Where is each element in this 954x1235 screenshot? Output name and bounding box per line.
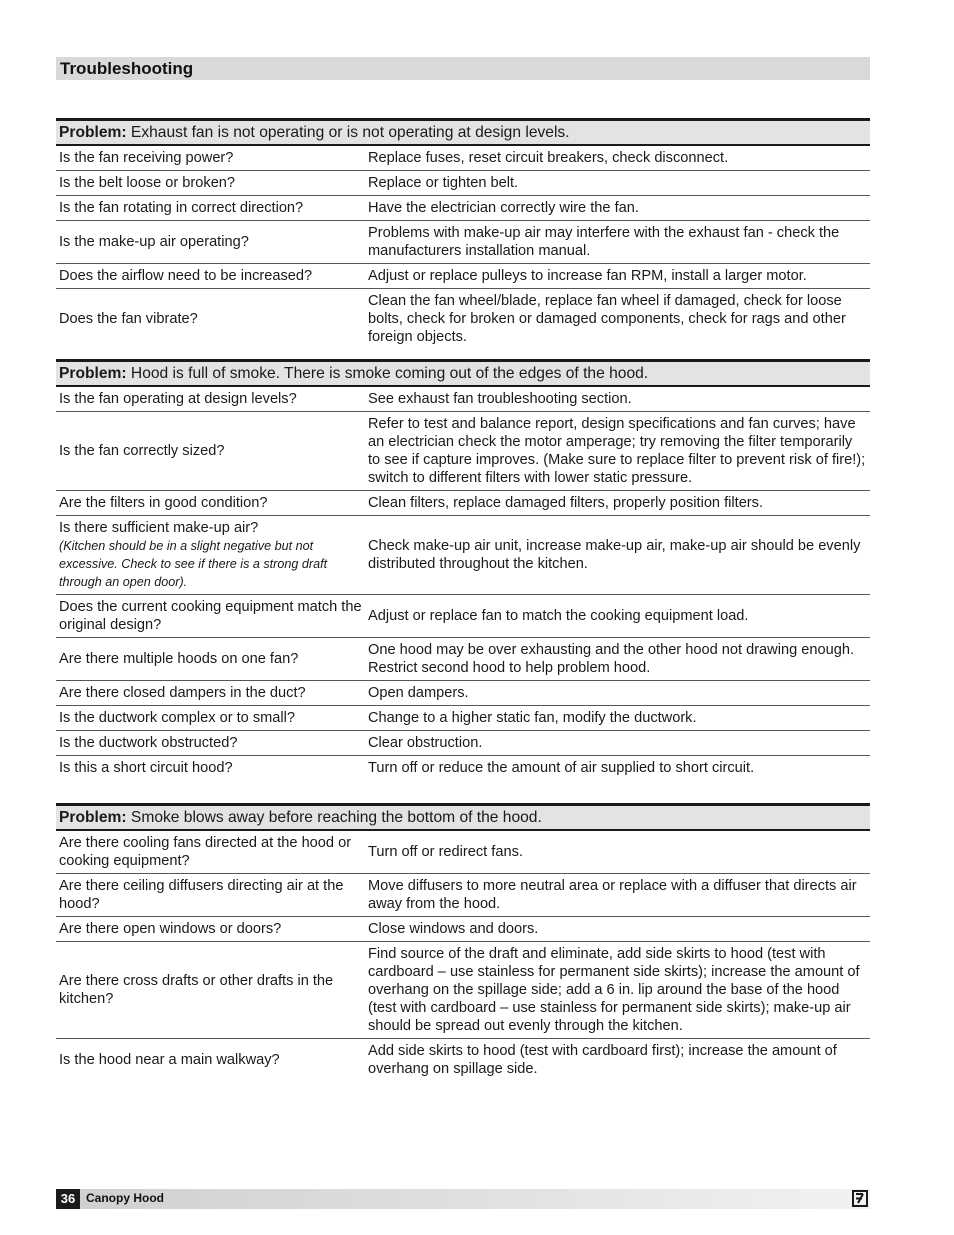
- answer-text: Change to a higher static fan, modify the ductwork.: [368, 710, 697, 726]
- answer-cell: [365, 491, 870, 516]
- question-text: Is there sufficient make-up air?: [59, 520, 259, 536]
- question-text: Does the airflow need to be increased?: [59, 268, 313, 284]
- answer-text: Close windows and doors.: [368, 921, 539, 937]
- answer-cell: [365, 289, 870, 350]
- question-text: Are there multiple hoods on one fan?: [59, 651, 299, 667]
- question-cell: [56, 706, 365, 731]
- table-row: [56, 264, 870, 289]
- answer-text: Replace or tighten belt.: [368, 175, 519, 191]
- answer-cell: [365, 412, 870, 491]
- problem-table: [56, 118, 870, 349]
- table-row: [56, 756, 870, 781]
- table-row: [56, 706, 870, 731]
- question-cell: [56, 917, 365, 942]
- answer-cell: [365, 638, 870, 681]
- question-text: Is the ductwork obstructed?: [59, 735, 238, 751]
- question-cell: [56, 638, 365, 681]
- question-cell: [56, 595, 365, 638]
- question-text: Are there ceiling diffusers directing air at the hood?: [59, 878, 344, 912]
- answer-cell: [365, 830, 870, 874]
- problem-label: Problem:: [59, 365, 127, 382]
- question-text: Are there cooling fans directed at the hood or cooking equipment?: [59, 835, 352, 869]
- question-text: Is this a short circuit hood?: [59, 760, 233, 776]
- question-cell: [56, 731, 365, 756]
- answer-text: Clean filters, replace damaged filters, properly position filters.: [368, 495, 764, 511]
- answer-cell: [365, 942, 870, 1039]
- answer-cell: [365, 917, 870, 942]
- answer-cell: [365, 731, 870, 756]
- problem-text: Hood is full of smoke. There is smoke coming out of the edges of the hood.: [126, 365, 649, 382]
- answer-text: Have the electrician correctly wire the fan.: [368, 200, 639, 216]
- answer-text: See exhaust fan troubleshooting section.: [368, 391, 632, 407]
- problem-header: [56, 361, 870, 387]
- problem-table: [56, 359, 870, 780]
- answer-text: Open dampers.: [368, 685, 469, 701]
- table-row: [56, 830, 870, 874]
- problem-table: [56, 803, 870, 1081]
- table-row: [56, 874, 870, 917]
- table-row: [56, 638, 870, 681]
- question-cell: [56, 756, 365, 781]
- answer-text: Turn off or redirect fans.: [368, 844, 523, 860]
- table-row: [56, 196, 870, 221]
- table-row: [56, 171, 870, 196]
- question-cell: [56, 289, 365, 350]
- question-text: Does the fan vibrate?: [59, 311, 198, 327]
- answer-cell: [365, 221, 870, 264]
- table-row: [56, 516, 870, 595]
- page-number: 36: [56, 1189, 80, 1209]
- question-cell: [56, 830, 365, 874]
- problem-label: Problem:: [59, 124, 127, 141]
- problem-header: [56, 805, 870, 831]
- table-row: [56, 681, 870, 706]
- page-footer: [56, 1189, 870, 1209]
- question-text: Does the current cooking equipment match the original design?: [59, 599, 362, 633]
- table-row: [56, 289, 870, 350]
- answer-cell: [365, 386, 870, 412]
- problem-text: Exhaust fan is not operating or is not operating at design levels.: [126, 124, 570, 141]
- answer-cell: [365, 264, 870, 289]
- question-cell: [56, 1039, 365, 1082]
- question-text: Are the filters in good condition?: [59, 495, 268, 511]
- question-cell: [56, 196, 365, 221]
- table-row: [56, 412, 870, 491]
- question-text: Is the fan correctly sized?: [59, 443, 225, 459]
- question-note: (Kitchen should be in a slight negative but not excessive. Check to see if there is a strong draft through an open door).: [59, 539, 328, 589]
- greenheck-logo-icon: [852, 1190, 868, 1207]
- answer-cell: [365, 681, 870, 706]
- answer-text: Refer to test and balance report, design specifications and fan curves; have an electrician check the motor amperage; try removing the filter temporarily to see if capture improves. (Make sure to replace filter to prevent risk of fire!); switch to different filters with lower static pressure.: [368, 416, 866, 486]
- question-text: Is the fan operating at design levels?: [59, 391, 297, 407]
- section-title: Troubleshooting: [60, 59, 194, 78]
- table-row: [56, 942, 870, 1039]
- problem-label: Problem:: [59, 809, 127, 826]
- answer-cell: [365, 874, 870, 917]
- answer-text: Check make-up air unit, increase make-up air, make-up air should be evenly distributed throughout the kitchen.: [368, 538, 861, 572]
- question-cell: [56, 145, 365, 171]
- table-row: [56, 595, 870, 638]
- answer-text: Adjust or replace fan to match the cooking equipment load.: [368, 608, 749, 624]
- answer-text: Problems with make-up air may interfere with the exhaust fan - check the manufacturers installation manual.: [368, 225, 840, 259]
- question-text: Is the ductwork complex or to small?: [59, 710, 296, 726]
- table-row: [56, 917, 870, 942]
- answer-text: Move diffusers to more neutral area or replace with a diffuser that directs air away from the hood.: [368, 878, 857, 912]
- section-header: [56, 57, 870, 80]
- question-cell: [56, 516, 365, 595]
- answer-text: Turn off or reduce the amount of air supplied to short circuit.: [368, 760, 755, 776]
- question-text: Are there closed dampers in the duct?: [59, 685, 306, 701]
- answer-text: Clear obstruction.: [368, 735, 483, 751]
- question-text: Are there open windows or doors?: [59, 921, 282, 937]
- table-row: [56, 1039, 870, 1082]
- question-text: Is the make-up air operating?: [59, 234, 249, 250]
- question-text: Is the fan rotating in correct direction?: [59, 200, 304, 216]
- table-row: [56, 221, 870, 264]
- answer-cell: [365, 706, 870, 731]
- table-row: [56, 145, 870, 171]
- question-text: Is the fan receiving power?: [59, 150, 234, 166]
- table-row: [56, 491, 870, 516]
- question-cell: [56, 491, 365, 516]
- problem-header: [56, 120, 870, 146]
- question-cell: [56, 874, 365, 917]
- footer-title: Canopy Hood: [86, 1191, 164, 1205]
- question-cell: [56, 171, 365, 196]
- question-cell: [56, 681, 365, 706]
- answer-cell: [365, 516, 870, 595]
- answer-cell: [365, 145, 870, 171]
- question-cell: [56, 412, 365, 491]
- answer-cell: [365, 171, 870, 196]
- answer-text: Adjust or replace pulleys to increase fan RPM, install a larger motor.: [368, 268, 807, 284]
- problem-text: Smoke blows away before reaching the bottom of the hood.: [126, 809, 542, 826]
- question-text: Is the hood near a main walkway?: [59, 1052, 280, 1068]
- answer-cell: [365, 595, 870, 638]
- question-cell: [56, 386, 365, 412]
- question-cell: [56, 264, 365, 289]
- answer-text: Clean the fan wheel/blade, replace fan wheel if damaged, check for loose bolts, check for broken or damaged components, check for rags and other foreign objects.: [368, 293, 846, 345]
- answer-text: Replace fuses, reset circuit breakers, check disconnect.: [368, 150, 729, 166]
- answer-text: Find source of the draft and eliminate, add side skirts to hood (test with cardboard – use stainless for permanent side skirts); increase the amount of overhang on the spillage side; add a 6 in. lip around the base of the hood (test with cardboard – use stainless for permanent side skirts); make-up air should be spread out evenly through the kitchen.: [368, 946, 860, 1034]
- table-row: [56, 731, 870, 756]
- answer-cell: [365, 756, 870, 781]
- question-cell: [56, 221, 365, 264]
- question-cell: [56, 942, 365, 1039]
- answer-text: One hood may be over exhausting and the other hood not drawing enough. Restrict second hood to help problem hood.: [368, 642, 854, 676]
- question-text: Is the belt loose or broken?: [59, 175, 236, 191]
- answer-cell: [365, 1039, 870, 1082]
- answer-text: Add side skirts to hood (test with cardboard first); increase the amount of overhang on spillage side.: [368, 1043, 837, 1077]
- question-text: Are there cross drafts or other drafts in the kitchen?: [59, 973, 334, 1007]
- answer-cell: [365, 196, 870, 221]
- table-row: [56, 386, 870, 412]
